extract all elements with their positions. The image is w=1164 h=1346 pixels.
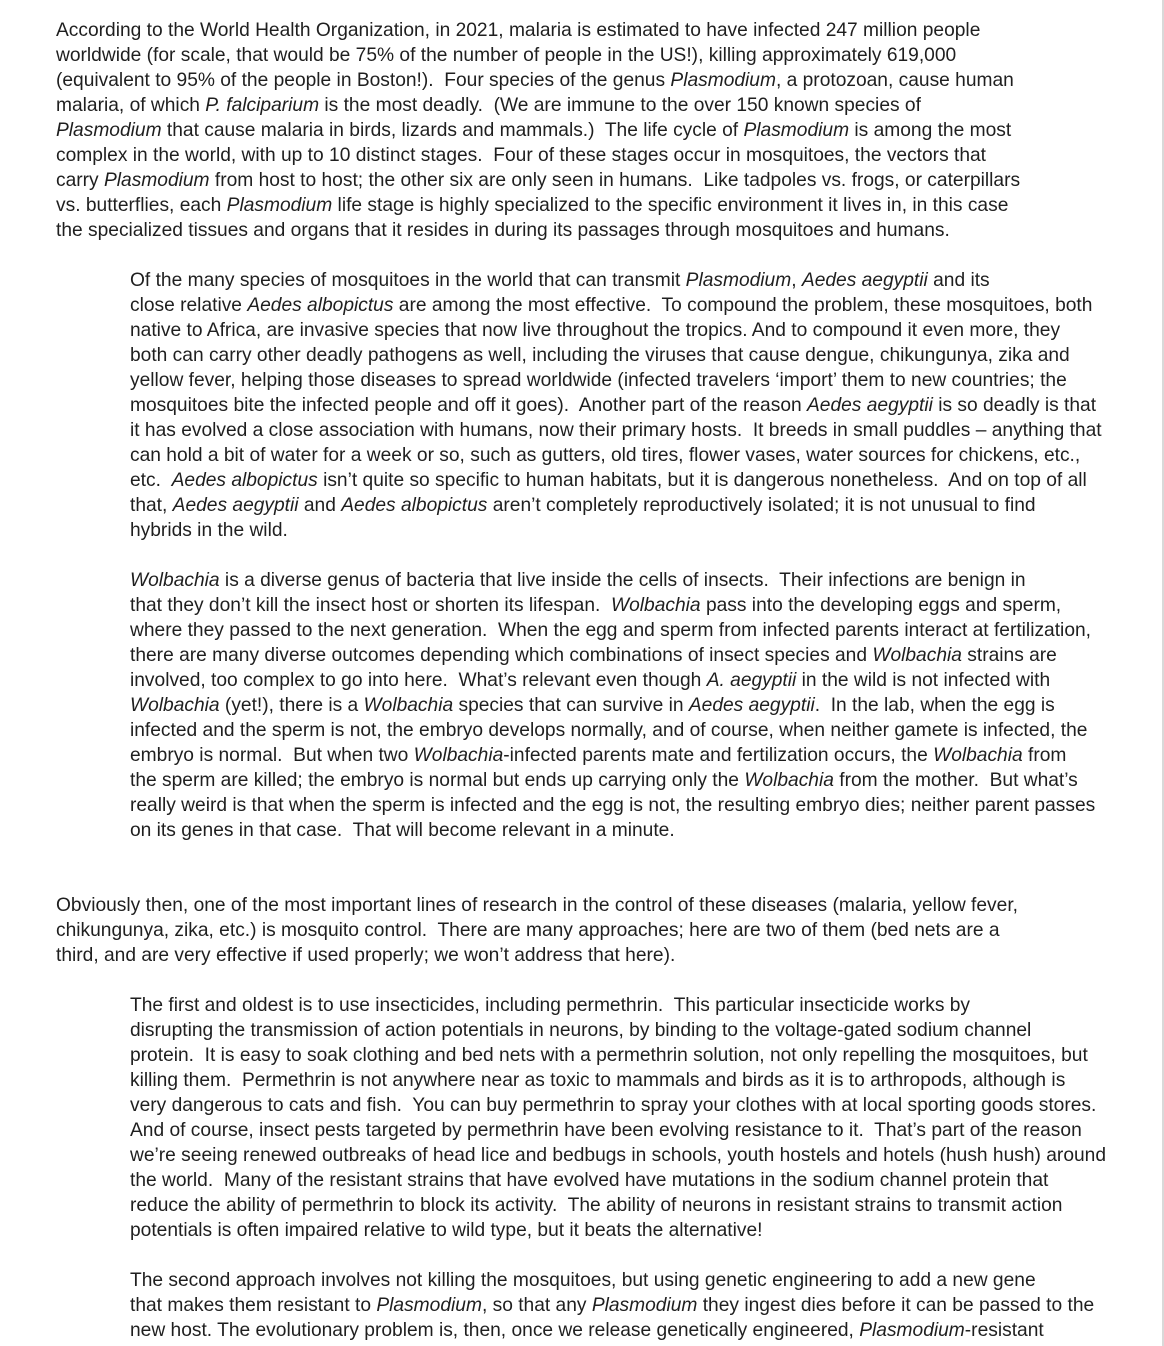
text-line: According to the World Health Organization, in 2021, malaria is estimated to have infected 247 million people	[56, 20, 981, 41]
text-line: close relative Aedes albopictus are among the most effective. To compound the problem, these mosquitoes, both	[130, 295, 1093, 316]
text-line: disrupting the transmission of action potentials in neurons, by binding to the voltage-gated sodium channel	[130, 1020, 1032, 1041]
paragraph-insecticides	[56, 993, 1126, 1243]
text-line: third, and are very effective if used properly; we won’t address that here).	[56, 945, 676, 966]
text-line: it has evolved a close association with humans, now their primary hosts. It breeds in small puddles – anything that	[130, 420, 1102, 441]
text-line: potentials is often impaired relative to wild type, but it beats the alternative!	[130, 1220, 763, 1241]
text-line: can hold a bit of water for a week or so, such as gutters, old tires, flower vases, water sources for chickens, etc.,	[130, 445, 1081, 466]
text-line: carry Plasmodium from host to host; the other six are only seen in humans. Like tadpoles vs. frogs, or caterpillars	[56, 170, 1021, 191]
paragraph-wolbachia	[56, 568, 1126, 843]
text-line: And of course, insect pests targeted by permethrin have been evolving resistance to it. That’s part of the reason	[130, 1120, 1082, 1141]
text-line: vs. butterflies, each Plasmodium life stage is highly specialized to the specific environment it lives in, in this case	[56, 195, 1009, 216]
paragraph-mosquito-control	[56, 893, 1126, 968]
text-line: chikungunya, zika, etc.) is mosquito control. There are many approaches; here are two of them (bed nets are a	[56, 920, 1000, 941]
paragraph-genetic-engineering	[56, 1268, 1126, 1343]
text-line: Wolbachia is a diverse genus of bacteria that live inside the cells of insects. Their infections are benign in	[130, 570, 1026, 591]
paragraph-spacer	[56, 1243, 1126, 1268]
text-line: we’re seeing renewed outbreaks of head lice and bedbugs in schools, youth hostels and hotels (hush hush) around	[130, 1145, 1107, 1166]
text-line: really weird is that when the sperm is infected and the egg is not, the resulting embryo dies; neither parent passes	[130, 795, 1096, 816]
text-line: embryo is normal. But when two Wolbachia-infected parents mate and fertilization occurs, the Wolbachia from	[130, 745, 1067, 766]
text-line: killing them. Permethrin is not anywhere near as toxic to mammals and birds as it is to arthropods, although is	[130, 1070, 1066, 1091]
text-line: worldwide (for scale, that would be 75% of the number of people in the US!), killing approximately 619,000	[56, 45, 957, 66]
text-line: malaria, of which P. falciparium is the most deadly. (We are immune to the over 150 known species of	[56, 95, 921, 116]
text-line: that, Aedes aegyptii and Aedes albopictus aren’t completely reproductively isolated; it is not unusual to find	[130, 495, 1036, 516]
text-line: Wolbachia (yet!), there is a Wolbachia species that can survive in Aedes aegyptii. In the lab, when the egg is	[130, 695, 1055, 716]
text-line: on its genes in that case. That will become relevant in a minute.	[130, 820, 675, 841]
paragraph-spacer	[56, 968, 1126, 993]
paragraph-spacer	[56, 843, 1126, 893]
text-line: Obviously then, one of the most important lines of research in the control of these diseases (malaria, yellow fever,	[56, 895, 1018, 916]
text-line: both can carry other deadly pathogens as well, including the viruses that cause dengue, chikungunya, zika and	[130, 345, 1070, 366]
text-line: reduce the ability of permethrin to block its activity. The ability of neurons in resistant strains to transmit action	[130, 1195, 1063, 1216]
text-line: mosquitoes bite the infected people and off it goes). Another part of the reason Aedes aegyptii is so deadly is that	[130, 395, 1097, 416]
text-line: there are many diverse outcomes depending which combinations of insect species and Wolbachia strains are	[130, 645, 1057, 666]
text-line: the world. Many of the resistant strains that have evolved have mutations in the sodium channel protein that	[130, 1170, 1049, 1191]
text-line: hybrids in the wild.	[130, 520, 288, 541]
paragraph-spacer	[56, 543, 1126, 568]
text-line: yellow fever, helping those diseases to spread worldwide (infected travelers ‘import’ them to new countries; the	[130, 370, 1067, 391]
document-page	[56, 18, 1126, 1343]
text-line: Of the many species of mosquitoes in the world that can transmit Plasmodium, Aedes aegyptii and its	[130, 270, 990, 291]
text-line: (equivalent to 95% of the people in Boston!). Four species of the genus Plasmodium, a protozoan, cause human	[56, 70, 1014, 91]
text-line: that makes them resistant to Plasmodium, so that any Plasmodium they ingest dies before it can be passed to the	[130, 1295, 1095, 1316]
text-line: infected and the sperm is not, the embryo develops normally, and of course, when neither gamete is infected, the	[130, 720, 1088, 741]
paragraph-aedes-mosquitoes	[56, 268, 1126, 543]
text-line: etc. Aedes albopictus isn’t quite so specific to human habitats, but it is dangerous nonetheless. And on top of all	[130, 470, 1087, 491]
text-line: complex in the world, with up to 10 distinct stages. Four of these stages occur in mosquitoes, the vectors that	[56, 145, 986, 166]
text-line: where they passed to the next generation. When the egg and sperm from infected parents interact at fertilization,	[130, 620, 1091, 641]
paragraph-malaria-intro	[56, 18, 1126, 243]
text-line: The first and oldest is to use insecticides, including permethrin. This particular insecticide works by	[130, 995, 971, 1016]
text-line: very dangerous to cats and fish. You can buy permethrin to spray your clothes with at local sporting goods stores.	[130, 1095, 1097, 1116]
text-line: The second approach involves not killing the mosquitoes, but using genetic engineering to add a new gene	[130, 1270, 1036, 1291]
paragraph-spacer	[56, 243, 1126, 268]
text-line: the sperm are killed; the embryo is normal but ends up carrying only the Wolbachia from the mother. But what’s	[130, 770, 1078, 791]
text-line: involved, too complex to go into here. What’s relevant even though A. aegyptii in the wild is not infected with	[130, 670, 1051, 691]
text-line: that they don’t kill the insect host or shorten its lifespan. Wolbachia pass into the developing eggs and sperm,	[130, 595, 1062, 616]
text-line: native to Africa, are invasive species that now live throughout the tropics. And to compound it even more, they	[130, 320, 1061, 341]
text-line: Plasmodium that cause malaria in birds, lizards and mammals.) The life cycle of Plasmodium is among the most	[56, 120, 1012, 141]
text-line: protein. It is easy to soak clothing and bed nets with a permethrin solution, not only repelling the mosquitoes, but	[130, 1045, 1088, 1066]
text-line: the specialized tissues and organs that it resides in during its passages through mosquitoes and humans.	[56, 220, 950, 241]
text-line: new host. The evolutionary problem is, then, once we release genetically engineered, Plasmodium-resistant	[130, 1320, 1044, 1341]
